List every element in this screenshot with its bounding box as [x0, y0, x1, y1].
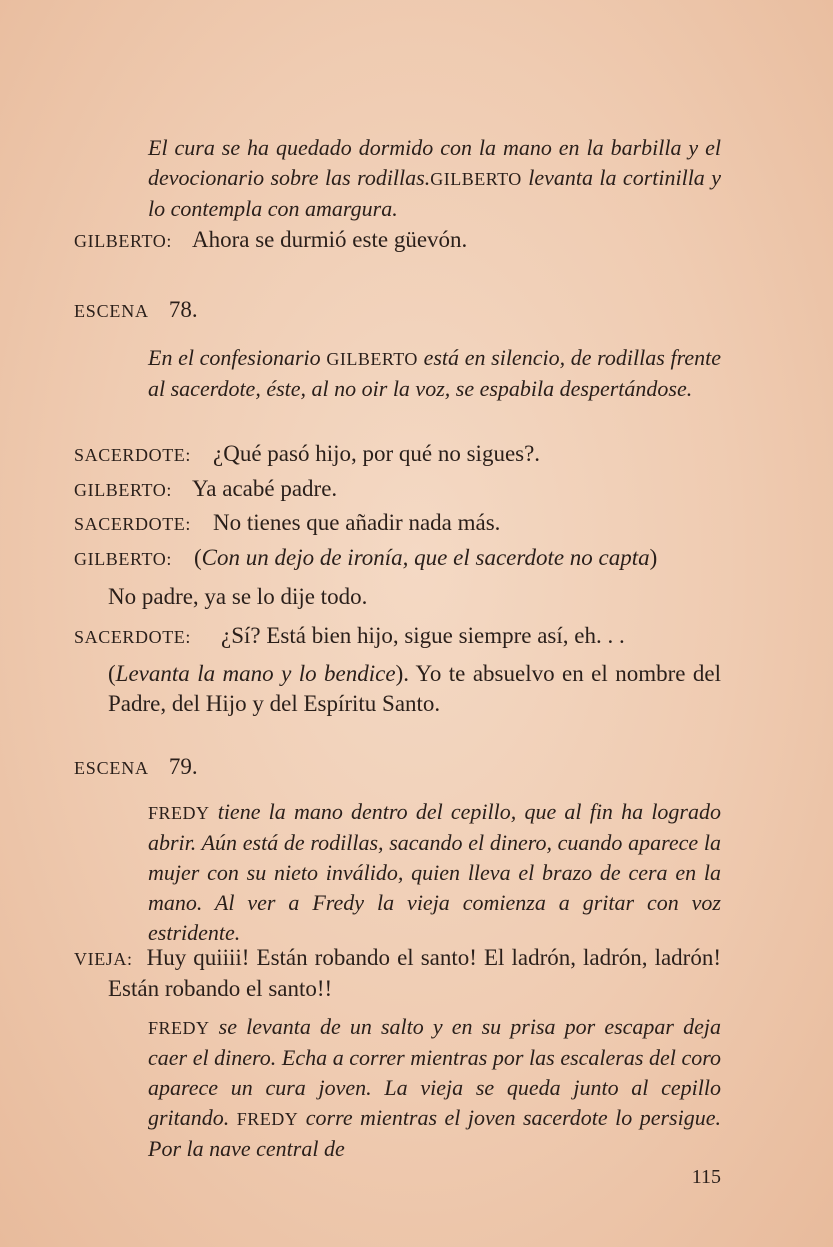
dialogue-line: SACERDOTE: ¿Sí? Está bien hijo, sigue siempre así, eh. . .: [74, 623, 625, 648]
stage-direction: En el confesionario GILBERTO está en silencio, de rodillas frente al sacerdote, éste, al no oir la voz, se espabila despertándose.: [148, 345, 721, 401]
dialogue-line: GILBERTO: Ahora se durmió este güevón.: [74, 227, 468, 252]
dialogue-line: SACERDOTE: ¿Qué pasó hijo, por qué no sigues?.: [74, 441, 541, 466]
dialogue-continuation: (Levanta la mano y lo bendice). Yo te absuelvo en el nombre del Padre, del Hijo y del Espíritu Santo.: [108, 661, 721, 716]
scene-heading: ESCENA 79.: [74, 754, 198, 779]
scene-heading: ESCENA 78.: [74, 297, 198, 322]
dialogue-continuation: No padre, ya se lo dije todo.: [108, 584, 368, 609]
dialogue-line: GILBERTO: Ya acabé padre.: [74, 476, 338, 501]
page-number: 115: [691, 1166, 721, 1188]
stage-direction: FREDY se levanta de un salto y en su prisa por escapar deja caer el dinero. Echa a correr mientras por las escaleras del coro aparece un cura joven. La vieja se queda junto al cepillo gritando. FREDY corre mientras el joven sacerdote lo persigue. Por la nave central de: [148, 1014, 721, 1161]
stage-direction: FREDY tiene la mano dentro del cepillo, que al fin ha logrado abrir. Aún está de rodillas, sacando el dinero, cuando aparece la mujer con su nieto inválido, quien lleva el brazo de cera en la mano. Al ver a Fredy la vieja comienza a gritar con voz estridente.: [148, 799, 721, 945]
dialogue-line: VIEJA: Huy quiiii! Están robando el santo! El ladrón, ladrón, ladrón! Están robando el santo!!: [74, 945, 721, 1001]
dialogue-line: GILBERTO: (Con un dejo de ironía, que el sacerdote no capta): [74, 545, 658, 570]
stage-direction: El cura se ha quedado dormido con la mano en la barbilla y el devocionario sobre las rodillas.GILBERTO levanta la cortinilla y lo contempla con amargura.: [148, 135, 721, 221]
dialogue-line: SACERDOTE: No tienes que añadir nada más.: [74, 510, 501, 535]
